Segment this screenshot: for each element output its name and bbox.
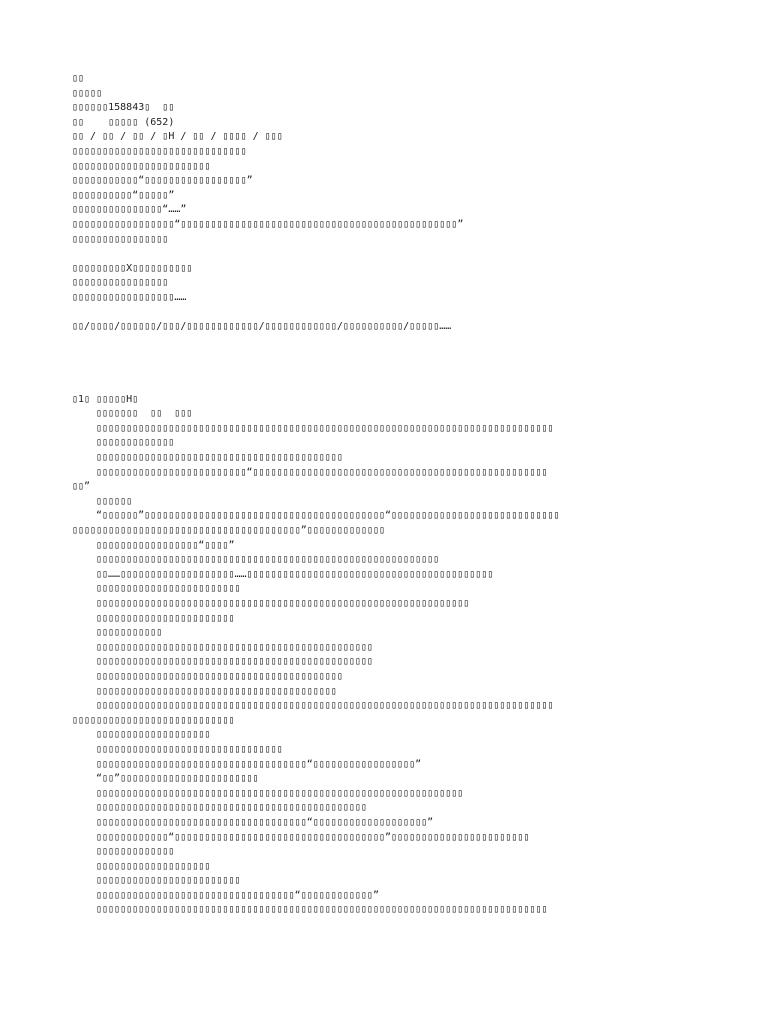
header-line: ▯▯▯▯▯▯158843▯ ▯▯	[72, 102, 175, 114]
paragraph-line: ▯▯▯▯▯▯▯▯▯▯▯▯▯▯▯▯▯▯▯▯▯▯▯▯▯▯▯▯▯▯▯▯▯▯▯“▯▯▯▯▯▯▯▯▯▯▯▯▯▯▯▯▯”	[96, 758, 422, 770]
paragraph-line: ▯▯……▯▯▯▯▯▯▯▯▯▯▯▯▯▯▯▯▯▯▯……▯▯▯▯▯▯▯▯▯▯▯▯▯▯▯▯▯▯▯▯▯▯▯▯▯▯▯▯▯▯▯▯▯▯▯▯▯▯▯▯▯	[96, 568, 494, 580]
spacer	[72, 306, 712, 321]
summary	[72, 262, 712, 306]
paragraph-line: ▯▯▯▯▯▯▯▯▯▯▯▯▯▯▯▯▯▯▯▯▯▯▯▯▯▯▯▯▯▯▯▯▯▯▯▯▯▯▯▯▯▯▯▯▯	[96, 802, 367, 814]
summary-line: ▯▯▯▯▯▯▯▯▯X▯▯▯▯▯▯▯▯▯▯	[72, 262, 193, 274]
chapter-body	[72, 407, 712, 918]
tag-line: ▯▯/▯▯▯▯/▯▯▯▯▯▯/▯▯▯/▯▯▯▯▯▯▯▯▯▯▯▯/▯▯▯▯▯▯▯▯▯▯▯▯/▯▯▯▯▯▯▯▯▯▯/▯▯▯▯▯……	[72, 321, 452, 333]
paragraph-line: ▯▯▯▯▯▯▯▯▯▯▯▯▯▯▯▯▯▯▯▯▯▯▯▯▯▯▯▯▯▯▯▯▯▯▯“▯▯▯▯▯▯▯▯▯▯▯▯▯▯▯▯▯▯▯”	[96, 816, 434, 828]
paragraph-line: ▯▯▯▯▯▯▯▯▯▯▯▯▯▯▯▯▯▯▯▯▯▯▯▯	[96, 583, 241, 595]
paragraph-line: “▯▯▯▯▯▯”▯▯▯▯▯▯▯▯▯▯▯▯▯▯▯▯▯▯▯▯▯▯▯▯▯▯▯▯▯▯▯▯▯▯▯▯▯▯▯▯“▯▯▯▯▯▯▯▯▯▯▯▯▯▯▯▯▯▯▯▯▯▯▯▯▯▯▯▯	[96, 510, 560, 522]
paragraph-line: “▯▯”▯▯▯▯▯▯▯▯▯▯▯▯▯▯▯▯▯▯▯▯▯▯▯	[96, 773, 259, 785]
paragraph-line: ▯▯▯▯▯▯▯▯▯▯▯▯▯▯▯▯▯▯▯▯▯▯▯▯	[96, 875, 241, 887]
paragraph-line: ▯▯▯▯▯▯▯▯▯▯▯▯▯▯▯▯▯▯▯▯▯▯▯▯▯▯▯▯▯▯▯▯▯▯▯▯▯▯▯▯▯	[96, 670, 343, 682]
paragraph-line: ▯▯▯▯▯▯▯▯▯▯▯▯▯▯▯▯▯▯▯	[96, 860, 211, 872]
paragraph-line: ▯▯▯▯▯▯▯▯▯▯▯▯▯▯▯▯▯▯▯▯▯▯▯▯▯▯▯▯▯▯▯▯▯▯▯▯▯▯▯▯▯▯▯▯▯▯	[96, 641, 373, 653]
paragraph-line: ▯▯▯▯▯▯▯▯▯▯▯▯▯▯▯▯▯▯▯▯▯▯▯▯▯▯▯▯▯▯▯▯▯▯▯▯▯▯▯▯▯▯▯▯▯▯▯▯▯▯▯▯▯▯▯▯▯▯▯▯▯▯	[96, 598, 470, 609]
paragraph-line: ▯▯▯▯▯▯▯▯▯▯▯▯▯▯▯▯▯▯▯▯▯▯▯▯▯▯▯▯▯▯▯▯▯“▯▯▯▯▯▯▯▯▯▯▯▯”	[96, 889, 379, 901]
paragraph-line: ▯▯▯▯▯▯▯▯▯▯▯▯▯▯▯▯▯▯▯▯▯▯▯	[96, 612, 235, 624]
header-line: ▯▯ / ▯▯ / ▯▯ / ▯H / ▯▯ / ▯▯▯▯ / ▯▯▯	[72, 131, 283, 143]
paragraph-line: ▯▯▯▯▯▯▯▯▯▯▯▯▯▯▯▯▯▯▯▯▯▯▯▯▯▯▯▯▯▯▯▯▯▯▯▯▯▯”▯▯▯▯▯▯▯▯▯▯▯▯▯	[72, 525, 386, 537]
header-line: ▯▯ ▯▯▯▯▯ (652)	[72, 116, 175, 128]
document-header	[72, 72, 712, 247]
header-line: ▯▯▯▯▯	[72, 87, 103, 99]
header-line: ▯▯▯▯▯▯▯▯▯▯▯“▯▯▯▯▯▯▯▯▯▯▯▯▯▯▯▯▯”	[72, 175, 253, 187]
paragraph-line: ▯▯▯▯▯▯▯▯▯▯▯▯▯▯▯▯▯▯▯▯▯▯▯▯▯▯▯▯▯▯▯▯▯▯▯▯▯▯▯▯▯▯▯▯▯▯▯▯▯▯▯▯▯▯▯▯▯▯▯▯▯▯▯▯▯▯▯▯▯▯▯▯▯▯▯▯	[96, 700, 554, 712]
header-line: ▯▯	[72, 73, 85, 84]
summary-line: ▯▯▯▯▯▯▯▯▯▯▯▯▯▯▯▯▯……	[72, 291, 187, 303]
paragraph-line: ▯▯▯▯▯▯▯▯▯▯▯▯“▯▯▯▯▯▯▯▯▯▯▯▯▯▯▯▯▯▯▯▯▯▯▯▯▯▯▯▯▯▯▯▯▯▯▯”▯▯▯▯▯▯▯▯▯▯▯▯▯▯▯▯▯▯▯▯▯▯▯	[96, 831, 530, 843]
summary-line: ▯▯▯▯▯▯▯▯▯▯▯▯▯▯▯▯	[72, 277, 169, 289]
paragraph-line: ▯▯▯▯▯▯▯▯▯▯▯▯▯▯▯▯▯▯▯▯▯▯▯▯▯▯▯▯▯▯▯	[96, 743, 283, 755]
chapter	[72, 393, 712, 918]
tags	[72, 320, 712, 335]
paragraph-line: ▯▯▯▯▯▯▯▯▯▯▯▯▯▯▯▯▯▯▯▯▯▯▯▯▯▯▯▯▯▯▯▯▯▯▯▯▯▯▯▯	[96, 685, 337, 697]
spacer	[72, 335, 712, 393]
header-line: ▯▯▯▯▯▯▯▯▯▯“▯▯▯▯▯”	[72, 189, 175, 201]
paragraph-line: ▯▯▯▯▯▯▯▯▯▯▯	[96, 627, 163, 639]
paragraph-line: ▯▯▯▯▯▯▯▯▯▯▯▯▯▯▯▯▯▯▯▯▯▯▯▯▯▯▯▯▯▯▯▯▯▯▯▯▯▯▯▯▯▯▯▯▯▯▯▯▯▯▯▯▯▯▯▯▯▯▯▯▯▯▯▯▯▯▯▯▯▯▯▯▯▯▯▯	[96, 422, 554, 434]
paragraph-line: ▯▯▯▯▯▯▯▯▯▯▯▯▯▯▯▯▯▯▯▯▯▯▯▯▯▯▯▯▯▯▯▯▯▯▯▯▯▯▯▯▯▯▯▯▯▯▯▯▯▯▯▯▯▯▯▯▯	[96, 554, 440, 566]
header-line: ▯▯▯▯▯▯▯▯▯▯▯▯▯▯▯▯	[72, 233, 169, 245]
header-line: ▯▯▯▯▯▯▯▯▯▯▯▯▯▯▯“……”	[72, 204, 187, 216]
chapter-title: ▯1▯ ▯▯▯▯▯H▯	[72, 393, 139, 405]
paragraph-line: ▯▯▯▯▯▯▯▯▯▯▯▯▯	[96, 437, 175, 449]
paragraph-line: ▯▯▯▯▯▯▯▯▯▯▯▯▯▯▯▯▯“▯▯▯▯”	[96, 539, 235, 551]
paragraph-line: ▯▯▯▯▯▯▯ ▯▯ ▯▯▯	[96, 408, 193, 420]
document-page	[72, 72, 712, 918]
header-line: ▯▯▯▯▯▯▯▯▯▯▯▯▯▯▯▯▯“▯▯▯▯▯▯▯▯▯▯▯▯▯▯▯▯▯▯▯▯▯▯▯▯▯▯▯▯▯▯▯▯▯▯▯▯▯▯▯▯▯▯▯▯▯▯”	[72, 218, 464, 230]
paragraph-line: ▯▯”	[72, 481, 91, 493]
paragraph-line: ▯▯▯▯▯▯▯▯▯▯▯▯▯▯▯▯▯▯▯▯▯▯▯▯▯▯▯▯▯▯▯▯▯▯▯▯▯▯▯▯▯▯▯▯▯▯▯▯▯▯▯▯▯▯▯▯▯▯▯▯▯▯▯▯▯▯▯▯▯▯▯▯▯▯▯	[96, 904, 548, 916]
paragraph-line: ▯▯▯▯▯▯▯▯▯▯▯▯▯▯▯▯▯▯▯▯▯▯▯▯▯▯▯▯▯▯▯▯▯▯▯▯▯▯▯▯▯▯▯▯▯▯▯▯▯▯▯▯▯▯▯▯▯▯▯▯▯	[96, 787, 464, 799]
header-line: ▯▯▯▯▯▯▯▯▯▯▯▯▯▯▯▯▯▯▯▯▯▯▯▯▯▯▯▯▯	[72, 145, 247, 157]
paragraph-line: ▯▯▯▯▯▯▯▯▯▯▯▯▯▯▯▯▯▯▯	[96, 729, 211, 741]
paragraph-line: ▯▯▯▯▯▯▯▯▯▯▯▯▯	[96, 846, 175, 858]
paragraph-line: ▯▯▯▯▯▯▯▯▯▯▯▯▯▯▯▯▯▯▯▯▯▯▯▯▯▯▯▯▯▯▯▯▯▯▯▯▯▯▯▯▯	[96, 452, 343, 464]
spacer	[72, 247, 712, 262]
paragraph-line: ▯▯▯▯▯▯▯▯▯▯▯▯▯▯▯▯▯▯▯▯▯▯▯▯▯▯▯▯▯▯▯▯▯▯▯▯▯▯▯▯▯▯▯▯▯▯	[96, 656, 373, 668]
header-line: ▯▯▯▯▯▯▯▯▯▯▯▯▯▯▯▯▯▯▯▯▯▯▯	[72, 160, 211, 172]
paragraph-line: ▯▯▯▯▯▯	[96, 495, 133, 507]
paragraph-line: ▯▯▯▯▯▯▯▯▯▯▯▯▯▯▯▯▯▯▯▯▯▯▯▯▯“▯▯▯▯▯▯▯▯▯▯▯▯▯▯▯▯▯▯▯▯▯▯▯▯▯▯▯▯▯▯▯▯▯▯▯▯▯▯▯▯▯▯▯▯▯▯▯▯▯	[96, 466, 548, 478]
paragraph-line: ▯▯▯▯▯▯▯▯▯▯▯▯▯▯▯▯▯▯▯▯▯▯▯▯▯▯▯	[72, 714, 235, 726]
